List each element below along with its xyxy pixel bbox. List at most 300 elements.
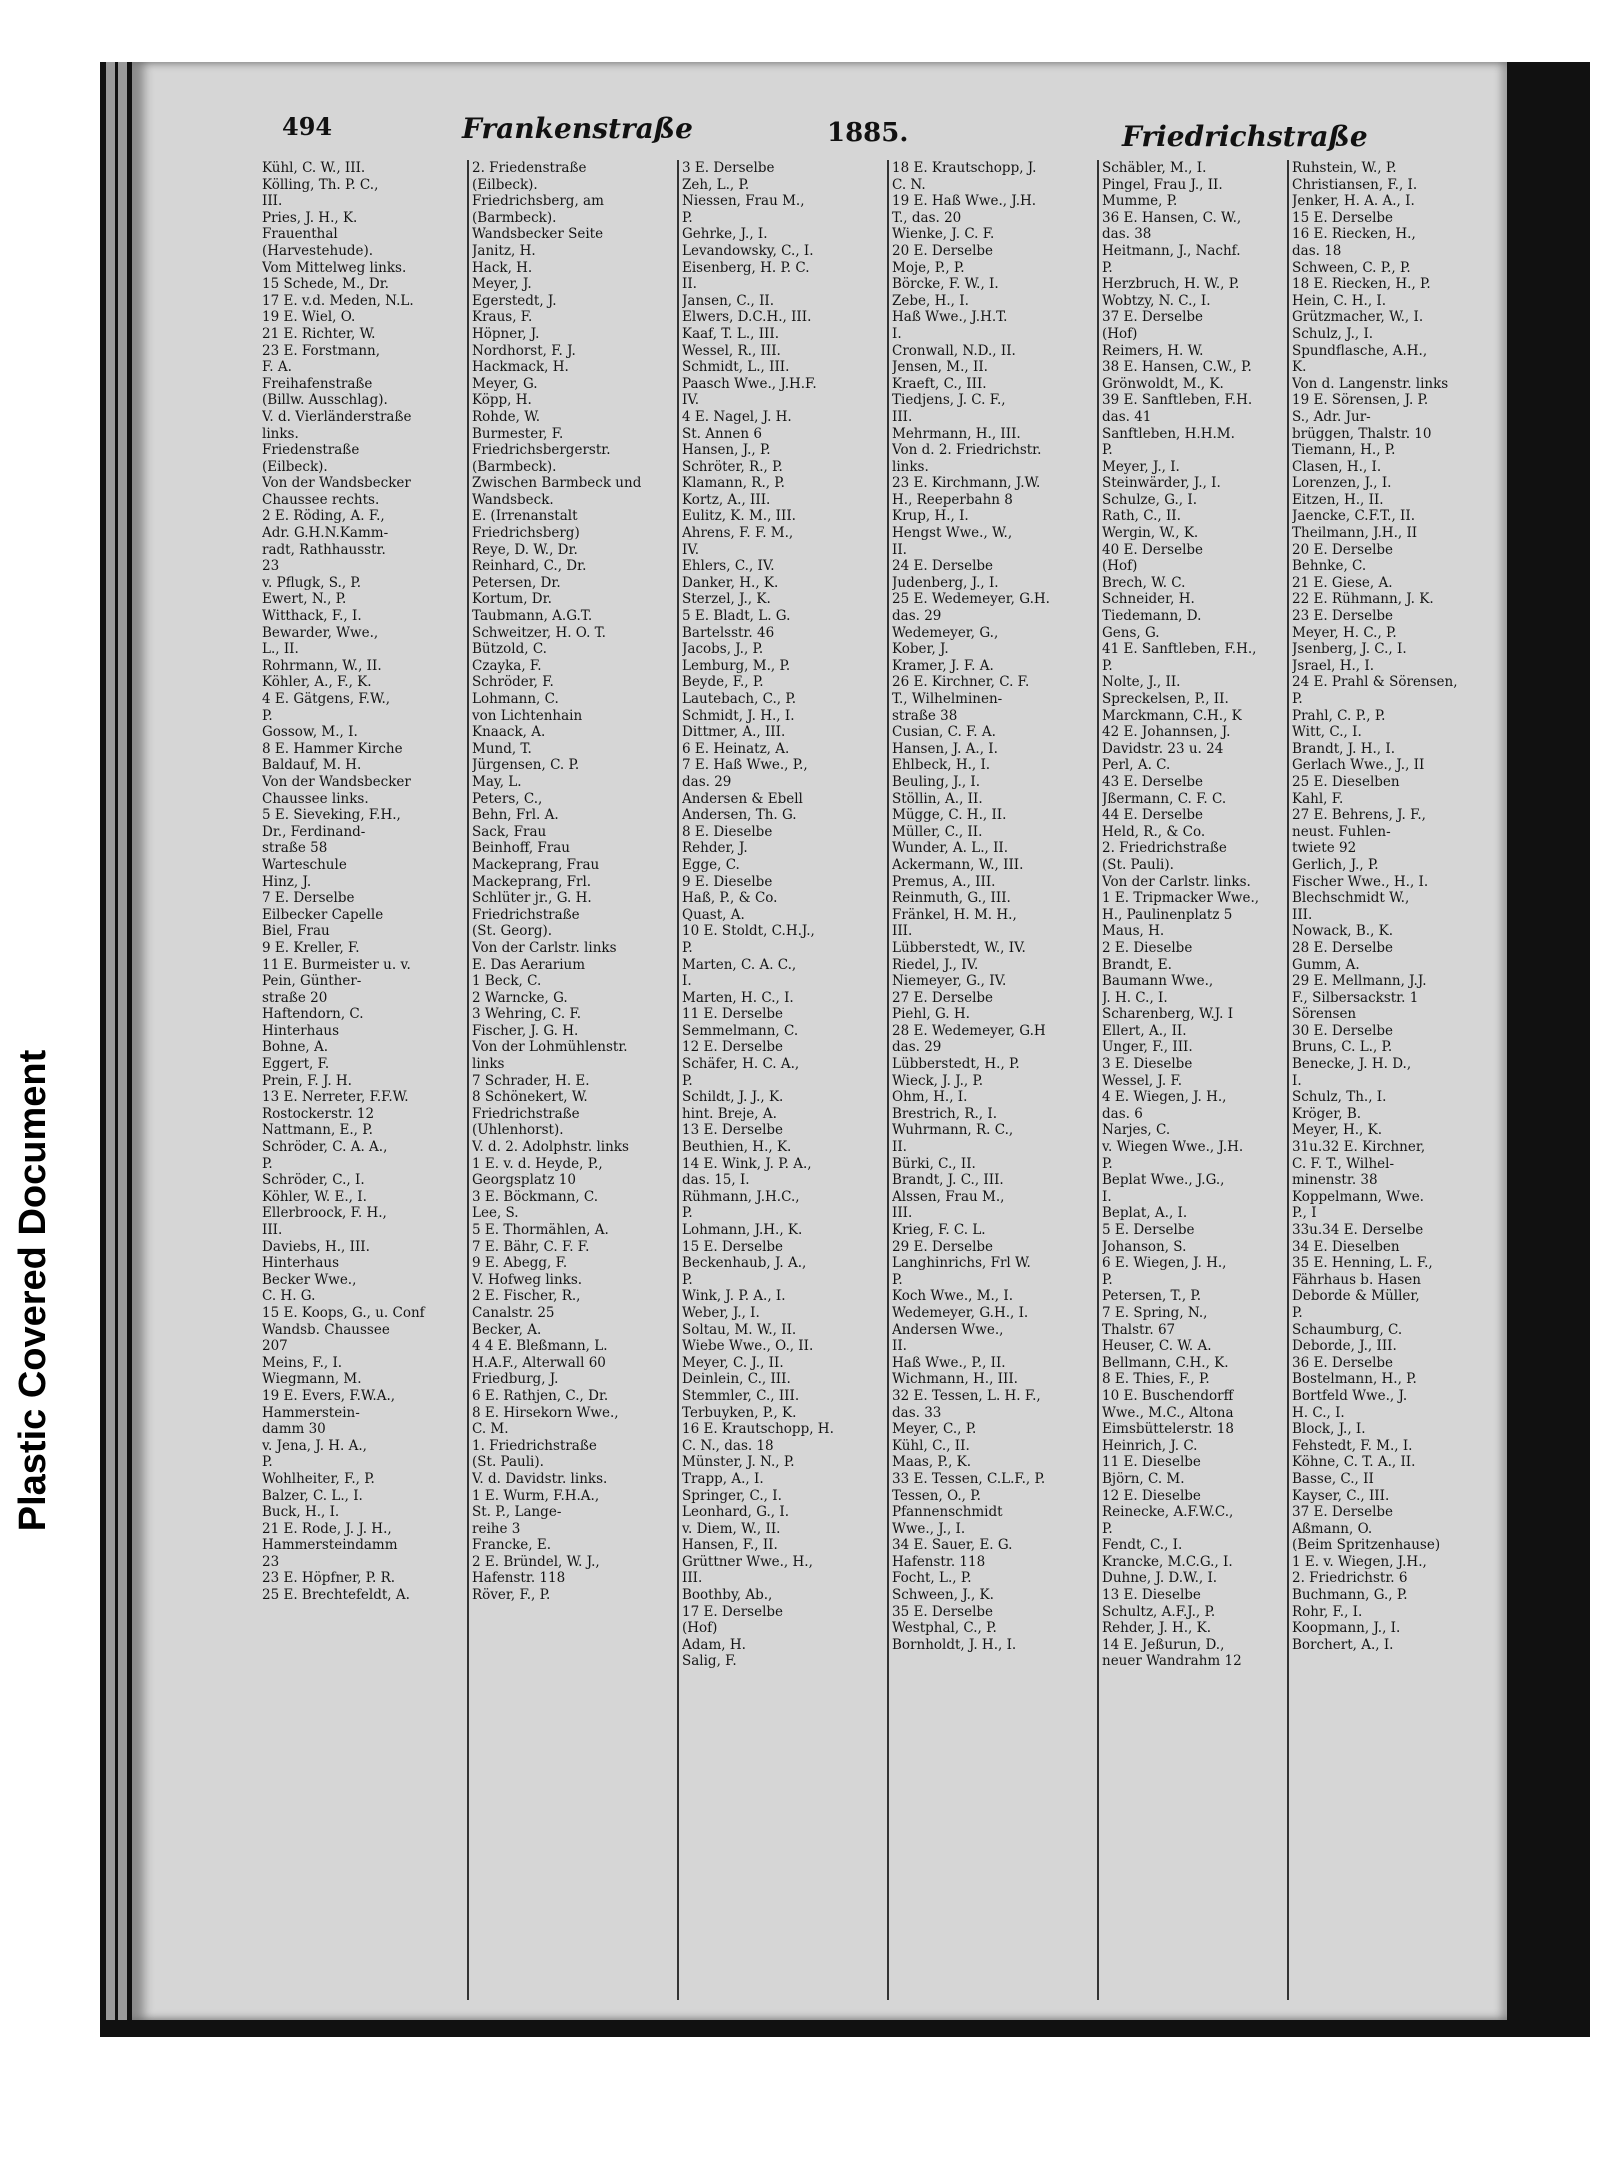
directory-entry-line: 8 E. Dieselbe: [682, 823, 773, 840]
directory-entry-line: Pfannenschmidt: [892, 1504, 1003, 1521]
directory-entry-line: links: [472, 1056, 505, 1073]
column-divider: [467, 160, 469, 2000]
directory-entry-line: Eisenberg, H. P. C.: [682, 259, 810, 276]
page-edge-left: [106, 62, 115, 2020]
directory-entry-line: Theilmann, J.H., II: [1292, 525, 1418, 542]
directory-entry-line: Gehrke, J., I.: [682, 226, 768, 243]
directory-entry-line: P.: [1292, 1304, 1303, 1321]
directory-entry-line: Meyer, J.: [472, 276, 532, 293]
directory-entry-line: Trapp, A., I.: [682, 1470, 764, 1487]
directory-entry-line: 8 E. Thies, F., P.: [1102, 1371, 1210, 1388]
directory-entry-line: Hackmack, H.: [472, 359, 569, 376]
directory-entry-line: 8 E. Hirsekorn Wwe.,: [472, 1404, 619, 1421]
directory-entry-line: Rehder, J.: [682, 840, 748, 857]
directory-entry-line: 5 E. Bladt, L. G.: [682, 608, 791, 625]
directory-entry-line: (Uhlenhorst).: [472, 1122, 564, 1139]
directory-entry-line: Schulze, G., I.: [1102, 491, 1198, 508]
directory-entry-line: III.: [1292, 906, 1313, 923]
directory-entry-line: 15 E. Derselbe: [1292, 209, 1394, 226]
directory-entry-line: P.: [1102, 1520, 1113, 1537]
directory-entry-line: Schröder, C. A. A.,: [262, 1139, 388, 1156]
directory-entry-line: F. A.: [262, 359, 292, 376]
directory-entry-line: Stemmler, C., III.: [682, 1387, 800, 1404]
directory-entry-line: 2 E. Röding, A. F.,: [262, 508, 385, 525]
directory-entry-line: Pries, J. H., K.: [262, 209, 358, 226]
column-5: [1102, 160, 1302, 2000]
directory-entry-line: Deborde & Müller,: [1292, 1288, 1420, 1305]
directory-entry-line: 37 E. Derselbe: [1102, 309, 1204, 326]
directory-entry-line: 12 E. Derselbe: [682, 1039, 784, 1056]
directory-entry-line: 7 E. Haß Wwe., P.,: [682, 757, 808, 774]
directory-entry-line: 23 E. Forstmann,: [262, 342, 380, 359]
directory-entry-line: Schmidt, J. H., I.: [682, 707, 795, 724]
directory-entry-line: Christiansen, F., I.: [1292, 176, 1418, 193]
directory-entry-line: III.: [262, 193, 283, 210]
directory-entry-line: Eggert, F.: [262, 1056, 330, 1073]
directory-entry-line: Lohmann, C.: [472, 691, 559, 707]
directory-entry-line: Marten, C. A. C.,: [682, 956, 797, 973]
directory-entry-line: Haß, P., & Co.: [682, 890, 778, 907]
directory-entry-line: (Barmbeck).: [472, 458, 557, 475]
directory-entry-line: Rostockerstr. 12: [262, 1105, 375, 1122]
directory-entry-line: Köhler, A., F., K.: [262, 674, 372, 691]
directory-entry-line: Unger, F., III.: [1102, 1039, 1193, 1056]
directory-entry-line: 2. Friedrichstraße: [1102, 840, 1227, 857]
directory-entry-line: v. Diem, W., II.: [682, 1520, 781, 1537]
directory-entry-line: Klamann, R., P.: [682, 475, 785, 492]
directory-entry-line: Francke, E.: [472, 1537, 552, 1554]
directory-entry-line: Block, J., I.: [1292, 1421, 1366, 1438]
directory-entry-line: Weber, J., I.: [682, 1304, 760, 1321]
directory-entry-line: Friedrichstraße: [472, 906, 580, 923]
directory-entry-line: Terbuyken, P., K.: [682, 1404, 797, 1421]
directory-entry-line: Gens, G.: [1102, 624, 1160, 641]
directory-entry-line: Hinterhaus: [262, 1255, 340, 1272]
directory-entry-line: 29 E. Mellmann, J.J.: [1292, 973, 1427, 990]
directory-entry-line: Kraeft, C., III.: [892, 375, 987, 392]
directory-entry-line: H., Paulinenplatz 5: [1102, 906, 1233, 923]
directory-entry-line: Prein, F. J. H.: [262, 1072, 352, 1089]
directory-entry-line: 34 E. Sauer, E. G.: [892, 1537, 1013, 1554]
directory-entry-line: Aßmann, O.: [1292, 1520, 1373, 1537]
directory-entry-line: Focht, L., P.: [892, 1570, 972, 1587]
directory-entry-line: St. P., Lange-: [472, 1504, 562, 1521]
directory-entry-line: Börcke, F. W., I.: [892, 276, 999, 293]
directory-entry-line: Meyer, H. C., P.: [1292, 624, 1397, 641]
directory-entry-line: Brandt, J. H., I.: [1292, 740, 1395, 757]
directory-entry-line: Wedemeyer, G.H., I.: [892, 1304, 1029, 1321]
directory-entry-line: 33u.34 E. Derselbe: [1292, 1222, 1424, 1238]
side-label: [14, 1030, 54, 1550]
directory-entry-line: 1 E. v. Wiegen, J.H.,: [1292, 1553, 1427, 1570]
directory-entry-line: P.: [262, 1155, 273, 1172]
directory-entry-line: Grüttner Wwe., H.,: [682, 1553, 813, 1570]
directory-entry-line: Hansen, F., II.: [682, 1537, 778, 1554]
directory-entry-line: 3 E. Derselbe: [682, 160, 775, 176]
directory-entry-line: Wandsbeck.: [472, 491, 554, 508]
directory-entry-line: Blechschmidt W.,: [1292, 890, 1410, 907]
directory-entry-line: 1. Friedrichstraße: [472, 1437, 597, 1454]
directory-entry-line: II.: [892, 1139, 907, 1156]
directory-entry-line: Brandt, J. C., III.: [892, 1172, 1004, 1189]
directory-entry-line: Von d. 2. Friedrichstr.: [892, 442, 1042, 459]
directory-entry-line: 7 E. Derselbe: [262, 890, 355, 907]
directory-entry-line: Heinrich, J. C.: [1102, 1437, 1198, 1454]
directory-entry-line: Georgsplatz 10: [472, 1172, 576, 1189]
directory-entry-line: Dr., Ferdinand-: [262, 823, 366, 840]
directory-entry-line: 1 E. Tripmacker Wwe.,: [1102, 890, 1260, 907]
directory-entry-line: Ellert, A., II.: [1102, 1022, 1187, 1039]
directory-entry-line: Ackermann, W., III.: [892, 856, 1024, 873]
directory-entry-line: I.: [892, 325, 902, 342]
directory-entry-line: 27 E. Derselbe: [892, 989, 994, 1006]
directory-entry-line: 32 E. Tessen, L. H. F.,: [892, 1387, 1041, 1404]
directory-entry-line: H. C., I.: [1292, 1404, 1345, 1421]
directory-entry-line: Krancke, M.C.G., I.: [1102, 1553, 1233, 1570]
directory-entry-line: Maas, P., K.: [892, 1454, 972, 1471]
directory-entry-line: Reimers, H. W.: [1102, 342, 1204, 359]
directory-entry-line: Alssen, Frau M.,: [892, 1188, 1005, 1205]
page-edge-left-inner: [118, 62, 127, 2020]
directory-entry-line: Beyde, F., P.: [682, 674, 764, 691]
directory-entry-line: Friedrichsbergerstr.: [472, 442, 611, 459]
directory-entry-line: Rühmann, J.H.C.,: [682, 1188, 800, 1205]
directory-entry-line: Bützold, C.: [472, 641, 547, 658]
directory-entry-line: 23: [262, 558, 280, 575]
directory-entry-line: Hein, C. H., I.: [1292, 292, 1387, 309]
directory-entry-line: 11 E. Burmeister u. v.: [262, 956, 411, 973]
directory-entry-line: I.: [1292, 1072, 1302, 1089]
directory-entry-line: 38 E. Hansen, C.W., P.: [1102, 359, 1252, 376]
directory-entry-line: Chaussee rechts.: [262, 491, 380, 508]
directory-entry-line: Petersen, Dr.: [472, 574, 561, 591]
directory-entry-line: 19 E. Evers, F.W.A.,: [262, 1387, 396, 1404]
directory-entry-line: 10 E. Stoldt, C.H.J.,: [682, 923, 815, 940]
directory-entry-line: Pingel, Frau J., II.: [1102, 176, 1223, 193]
directory-entry-line: 14 E. Jeßurun, D.,: [1102, 1636, 1225, 1653]
directory-entry-line: das. 18: [1292, 242, 1342, 259]
directory-entry-line: das. 29: [682, 773, 732, 790]
directory-entry-line: Egge, C.: [682, 856, 740, 873]
directory-entry-line: Nattmann, E., P.: [262, 1122, 373, 1139]
directory-entry-line: Behnke, C.: [1292, 558, 1367, 575]
directory-entry-line: Wwe., J., I.: [892, 1520, 966, 1537]
directory-entry-line: brüggen, Thalstr. 10: [1292, 425, 1432, 442]
directory-entry-line: Kramer, J. F. A.: [892, 657, 994, 674]
directory-entry-line: Mügge, C. H., II.: [892, 807, 1007, 824]
directory-entry-line: Witt, C., I.: [1292, 724, 1362, 741]
directory-entry-line: V. d. 2. Adolphstr. links: [472, 1139, 629, 1156]
directory-entry-line: 16 E. Riecken, H.,: [1292, 226, 1416, 243]
directory-entry-line: Jsrael, H., I.: [1292, 657, 1375, 674]
directory-entry-line: Borchert, A., I.: [1292, 1636, 1394, 1653]
directory-entry-line: H.A.F., Alterwall 60: [472, 1354, 606, 1371]
directory-entry-line: das. 41: [1102, 408, 1152, 425]
directory-entry-line: 1 Beck, C.: [472, 973, 542, 990]
directory-entry-line: C. H. G.: [262, 1288, 316, 1305]
directory-entry-line: straße 38: [892, 707, 958, 724]
directory-columns: [262, 160, 1492, 2010]
directory-entry-line: Zebe, H., I.: [892, 292, 969, 309]
directory-entry-line: Schaumburg, C.: [1292, 1321, 1403, 1338]
directory-entry-line: Danker, H., K.: [682, 574, 779, 591]
directory-entry-line: Meins, F., I.: [262, 1354, 343, 1371]
directory-entry-line: Wink, J. P. A., I.: [682, 1288, 786, 1305]
directory-entry-line: P.: [262, 707, 273, 724]
directory-entry-line: Cronwall, N.D., II.: [892, 342, 1016, 359]
directory-entry-line: Wedemeyer, G.,: [892, 624, 999, 641]
directory-entry-line: 13 E. Derselbe: [682, 1122, 784, 1139]
directory-entry-line: K.: [1292, 359, 1307, 376]
directory-entry-line: 23 E. Derselbe: [1292, 608, 1394, 625]
page-number: 494: [282, 112, 333, 141]
directory-entry-line: V. Hofweg links.: [472, 1271, 583, 1288]
directory-entry-line: Friedrichstraße: [472, 1105, 580, 1122]
directory-entry-line: Schween, J., K.: [892, 1587, 994, 1604]
directory-entry-line: Egerstedt, J.: [472, 292, 557, 309]
directory-entry-line: Sterzel, J., K.: [682, 591, 771, 608]
directory-entry-line: Steinwärder, J., I.: [1102, 475, 1221, 492]
directory-entry-line: Tessen, O., P.: [892, 1487, 981, 1504]
directory-entry-line: Moje, P., P.: [892, 259, 965, 276]
directory-entry-line: 41 E. Sanftleben, F.H.,: [1102, 641, 1257, 658]
directory-entry-line: 4 E. Gätgens, F.W.,: [262, 691, 391, 707]
directory-entry-line: 2. Friedrichstr. 6: [1292, 1570, 1408, 1587]
directory-entry-line: 1 E. Wurm, F.H.A.,: [472, 1487, 600, 1504]
directory-entry-line: 30 E. Derselbe: [1292, 1022, 1394, 1039]
directory-entry-line: Beplat Wwe., J.G.,: [1102, 1172, 1225, 1189]
directory-entry-line: Lübberstedt, W., IV.: [892, 939, 1026, 956]
directory-entry-line: Koopmann, J., I.: [1292, 1620, 1401, 1637]
directory-entry-line: Kölling, Th. P. C.,: [262, 176, 379, 193]
directory-entry-line: 24 E. Derselbe: [892, 558, 994, 575]
directory-entry-line: Andersen Wwe.,: [892, 1321, 1004, 1338]
directory-entry-line: 15 E. Koops, G., u. Conf: [262, 1304, 425, 1321]
directory-entry-line: 44 E. Derselbe: [1102, 807, 1204, 824]
directory-entry-line: 35 E. Henning, L. F.,: [1292, 1255, 1433, 1272]
directory-entry-line: v. Jena, J. H. A.,: [262, 1437, 367, 1454]
directory-entry-line: Davidstr. 23 u. 24: [1102, 740, 1224, 757]
directory-entry-line: Fendt, C., I.: [1102, 1537, 1183, 1554]
directory-entry-line: Bürki, C., II.: [892, 1155, 976, 1172]
directory-entry-line: 21 E. Richter, W.: [262, 325, 376, 342]
directory-entry-line: 19 E. Haß Wwe., J.H.: [892, 193, 1037, 210]
directory-entry-line: 25 E. Brechtefeldt, A.: [262, 1587, 410, 1604]
directory-entry-line: Adam, H.: [682, 1636, 746, 1653]
directory-entry-line: Wandsb. Chaussee: [262, 1321, 390, 1338]
directory-entry-line: J. H. C., I.: [1102, 989, 1168, 1006]
directory-entry-line: Brestrich, R., I.: [892, 1105, 997, 1122]
directory-entry-line: Maus, H.: [1102, 923, 1165, 940]
directory-entry-line: Ruhstein, W., P.: [1292, 160, 1397, 176]
directory-entry-line: L., II.: [262, 641, 299, 658]
directory-entry-line: Heitmann, J., Nachf.: [1102, 242, 1241, 259]
directory-entry-line: 7 E. Spring, N.,: [1102, 1304, 1208, 1321]
directory-entry-line: Piehl, G. H.: [892, 1006, 970, 1023]
directory-entry-line: Marckmann, C.H., K: [1102, 707, 1242, 724]
directory-entry-line: 19 E. Sörensen, J. P.: [1292, 392, 1429, 409]
directory-entry-line: Haß Wwe., P., II.: [892, 1354, 1006, 1371]
directory-entry-line: 13 E. Nerreter, F.F.W.: [262, 1089, 409, 1106]
directory-entry-line: 4 E. Wiegen, J. H.,: [1102, 1089, 1227, 1106]
directory-entry-line: 23 E. Höpfner, P. R.: [262, 1570, 396, 1587]
directory-entry-line: Friedrichsberg): [472, 525, 580, 542]
directory-entry-line: Bostelmann, H., P.: [1292, 1371, 1417, 1388]
directory-entry-line: Niemeyer, G., IV.: [892, 973, 1007, 990]
directory-entry-line: Warteschule: [262, 856, 347, 873]
directory-entry-line: Becker, A.: [472, 1321, 542, 1338]
directory-entry-line: (Eilbeck).: [472, 176, 538, 193]
directory-entry-line: Wohlheiter, F., P.: [262, 1470, 375, 1487]
directory-entry-line: Spreckelsen, P., II.: [1102, 691, 1229, 707]
directory-entry-line: 31u.32 E. Kirchner,: [1292, 1139, 1426, 1156]
directory-entry-line: P.: [1102, 442, 1113, 459]
directory-entry-line: F., Silbersackstr. 1: [1292, 989, 1419, 1006]
directory-entry-line: 16 E. Krautschopp, H.: [682, 1421, 834, 1438]
directory-entry-line: Premus, A., III.: [892, 873, 996, 890]
directory-entry-line: 2 E. Bründel, W. J.,: [472, 1553, 600, 1570]
directory-entry-line: Beuthien, H., K.: [682, 1139, 792, 1156]
directory-entry-line: Kortum, Dr.: [472, 591, 552, 608]
directory-entry-line: Stöllin, A., II.: [892, 790, 983, 807]
left-street-heading: Frankenstraße: [462, 112, 693, 145]
directory-entry-line: 12 E. Dieselbe: [1102, 1487, 1201, 1504]
column-6: [1292, 160, 1492, 2000]
directory-entry-line: Janitz, H.: [472, 242, 536, 259]
directory-entry-line: das. 38: [1102, 226, 1152, 243]
directory-entry-line: Biel, Frau: [262, 923, 330, 940]
directory-entry-line: Zeh, L., P.: [682, 176, 750, 193]
directory-entry-line: Frauenthal: [262, 226, 338, 243]
directory-entry-line: Wiebe Wwe., O., II.: [682, 1338, 814, 1355]
directory-entry-line: Prahl, C. P., P.: [1292, 707, 1386, 724]
directory-entry-line: Lohmann, J.H., K.: [682, 1222, 803, 1238]
directory-entry-line: Dittmer, A., III.: [682, 724, 786, 741]
directory-entry-line: Hammersteindamm: [262, 1537, 398, 1554]
side-label-text: Plastic Covered Document: [12, 1049, 55, 1531]
directory-entry-line: 5 E. Thormählen, A.: [472, 1222, 609, 1238]
directory-entry-line: Baumann Wwe.,: [1102, 973, 1214, 990]
directory-entry-line: Petersen, T., P.: [1102, 1288, 1202, 1305]
directory-entry-line: Rohr, F., I.: [1292, 1603, 1363, 1620]
directory-entry-line: Köpp, H.: [472, 392, 532, 409]
directory-entry-line: 3 Wehring, C. F.: [472, 1006, 582, 1023]
directory-entry-line: links.: [262, 425, 299, 442]
directory-entry-line: minenstr. 38: [1292, 1172, 1378, 1189]
directory-entry-line: P.: [682, 1072, 693, 1089]
directory-entry-line: Hafenstr. 118: [892, 1553, 986, 1570]
column-1: [262, 160, 462, 2000]
directory-entry-line: Adr. G.H.N.Kamm-: [262, 525, 389, 542]
directory-entry-line: I.: [682, 973, 692, 990]
directory-entry-line: Hansen, J. A., I.: [892, 740, 998, 757]
directory-entry-line: Ehlbeck, H., I.: [892, 757, 991, 774]
directory-entry-line: Bohne, A.: [262, 1039, 329, 1056]
directory-entry-line: (Eilbeck).: [262, 458, 328, 475]
directory-entry-line: 17 E. v.d. Meden, N.L.: [262, 292, 414, 309]
directory-entry-line: Reye, D. W., Dr.: [472, 541, 578, 558]
directory-entry-line: Nolte, J., II.: [1102, 674, 1181, 691]
directory-entry-line: 18 E. Riecken, H., P.: [1292, 276, 1431, 293]
directory-entry-line: 39 E. Sanftleben, F.H.: [1102, 392, 1253, 409]
directory-entry-line: Thalstr. 67: [1102, 1321, 1176, 1338]
directory-entry-line: Haftendorn, C.: [262, 1006, 364, 1023]
directory-entry-line: reihe 3: [472, 1520, 521, 1537]
directory-entry-line: Kröger, B.: [1292, 1105, 1362, 1122]
directory-entry-line: Beuling, J., I.: [892, 773, 981, 790]
directory-entry-line: 43 E. Derselbe: [1102, 773, 1204, 790]
directory-entry-line: Reinecke, A.F.W.C.,: [1102, 1504, 1234, 1521]
directory-entry-line: Kühl, C. W., III.: [262, 160, 366, 176]
directory-entry-line: Rohde, W.: [472, 408, 541, 425]
directory-entry-line: radt, Rathhausstr.: [262, 541, 386, 558]
directory-entry-line: Langhinrichs, Frl W.: [892, 1255, 1031, 1272]
directory-entry-line: Köhne, C. T. A., II.: [1292, 1454, 1416, 1471]
directory-entry-line: 35 E. Derselbe: [892, 1603, 994, 1620]
directory-entry-line: 13 E. Dieselbe: [1102, 1587, 1201, 1604]
directory-entry-line: Bruns, C. L., P.: [1292, 1039, 1393, 1056]
directory-entry-line: P.: [682, 1271, 693, 1288]
directory-entry-line: Von der Carlstr. links.: [1102, 873, 1251, 890]
directory-entry-line: Jansen, C., II.: [682, 292, 775, 309]
directory-entry-line: C. M.: [472, 1421, 509, 1438]
column-divider: [1287, 160, 1289, 2000]
directory-entry-line: Grönwoldt, M., K.: [1102, 375, 1224, 392]
directory-entry-line: Höpner, J.: [472, 325, 540, 342]
directory-entry-line: 5 E. Sieveking, F.H.,: [262, 807, 401, 824]
directory-entry-line: Björn, C. M.: [1102, 1470, 1185, 1487]
directory-entry-line: (St. Georg).: [472, 923, 553, 940]
directory-entry-line: straße 20: [262, 989, 328, 1006]
directory-entry-line: Krup, H., I.: [892, 508, 969, 525]
directory-entry-line: Riedel, J., IV.: [892, 956, 979, 973]
directory-entry-line: Westphal, C., P.: [892, 1620, 997, 1637]
directory-entry-line: Beplat, A., I.: [1102, 1205, 1188, 1222]
directory-entry-line: III.: [682, 1570, 703, 1587]
directory-entry-line: Wichmann, H., III.: [892, 1371, 1018, 1388]
directory-entry-line: Hack, H.: [472, 259, 533, 276]
directory-entry-line: Cusian, C. F. A.: [892, 724, 996, 741]
directory-entry-line: Wessel, R., III.: [682, 342, 781, 359]
directory-entry-line: 25 E. Wedemeyer, G.H.: [892, 591, 1050, 608]
directory-entry-line: P.: [892, 1271, 903, 1288]
directory-entry-line: 5 E. Derselbe: [1102, 1222, 1195, 1238]
directory-entry-line: 6 E. Rathjen, C., Dr.: [472, 1387, 609, 1404]
directory-entry-line: Deinlein, C., III.: [682, 1371, 791, 1388]
directory-entry-line: Burmester, F.: [472, 425, 564, 442]
directory-entry-line: Niessen, Frau M.,: [682, 193, 805, 210]
directory-entry-line: C. F. T., Wilhel-: [1292, 1155, 1395, 1172]
directory-entry-line: Becker Wwe.,: [262, 1271, 357, 1288]
directory-entry-line: Schlüter jr., G. H.: [472, 890, 592, 907]
directory-entry-line: Eulitz, K. M., III.: [682, 508, 796, 525]
directory-entry-line: 2 E. Dieselbe: [1102, 939, 1193, 956]
directory-entry-line: 19 E. Wiel, O.: [262, 309, 356, 326]
directory-entry-line: twiete 92: [1292, 840, 1357, 857]
directory-entry-line: Schröder, C., I.: [262, 1172, 365, 1189]
directory-entry-line: straße 58: [262, 840, 328, 857]
directory-entry-line: T., das. 20: [892, 209, 962, 226]
right-street-heading: Friedrichstraße: [1122, 120, 1368, 153]
directory-entry-line: Schulz, J., I.: [1292, 325, 1374, 342]
directory-entry-line: das. 33: [892, 1404, 942, 1421]
directory-entry-line: Buck, H., I.: [262, 1504, 340, 1521]
directory-entry-line: Lorenzen, J., I.: [1292, 475, 1392, 492]
directory-entry-line: Kahl, F.: [1292, 790, 1344, 807]
directory-entry-line: 15 Schede, M., Dr.: [262, 276, 389, 293]
directory-entry-line: Mund, T.: [472, 740, 532, 757]
directory-entry-line: 4 4 E. Bleßmann, L.: [472, 1338, 608, 1355]
